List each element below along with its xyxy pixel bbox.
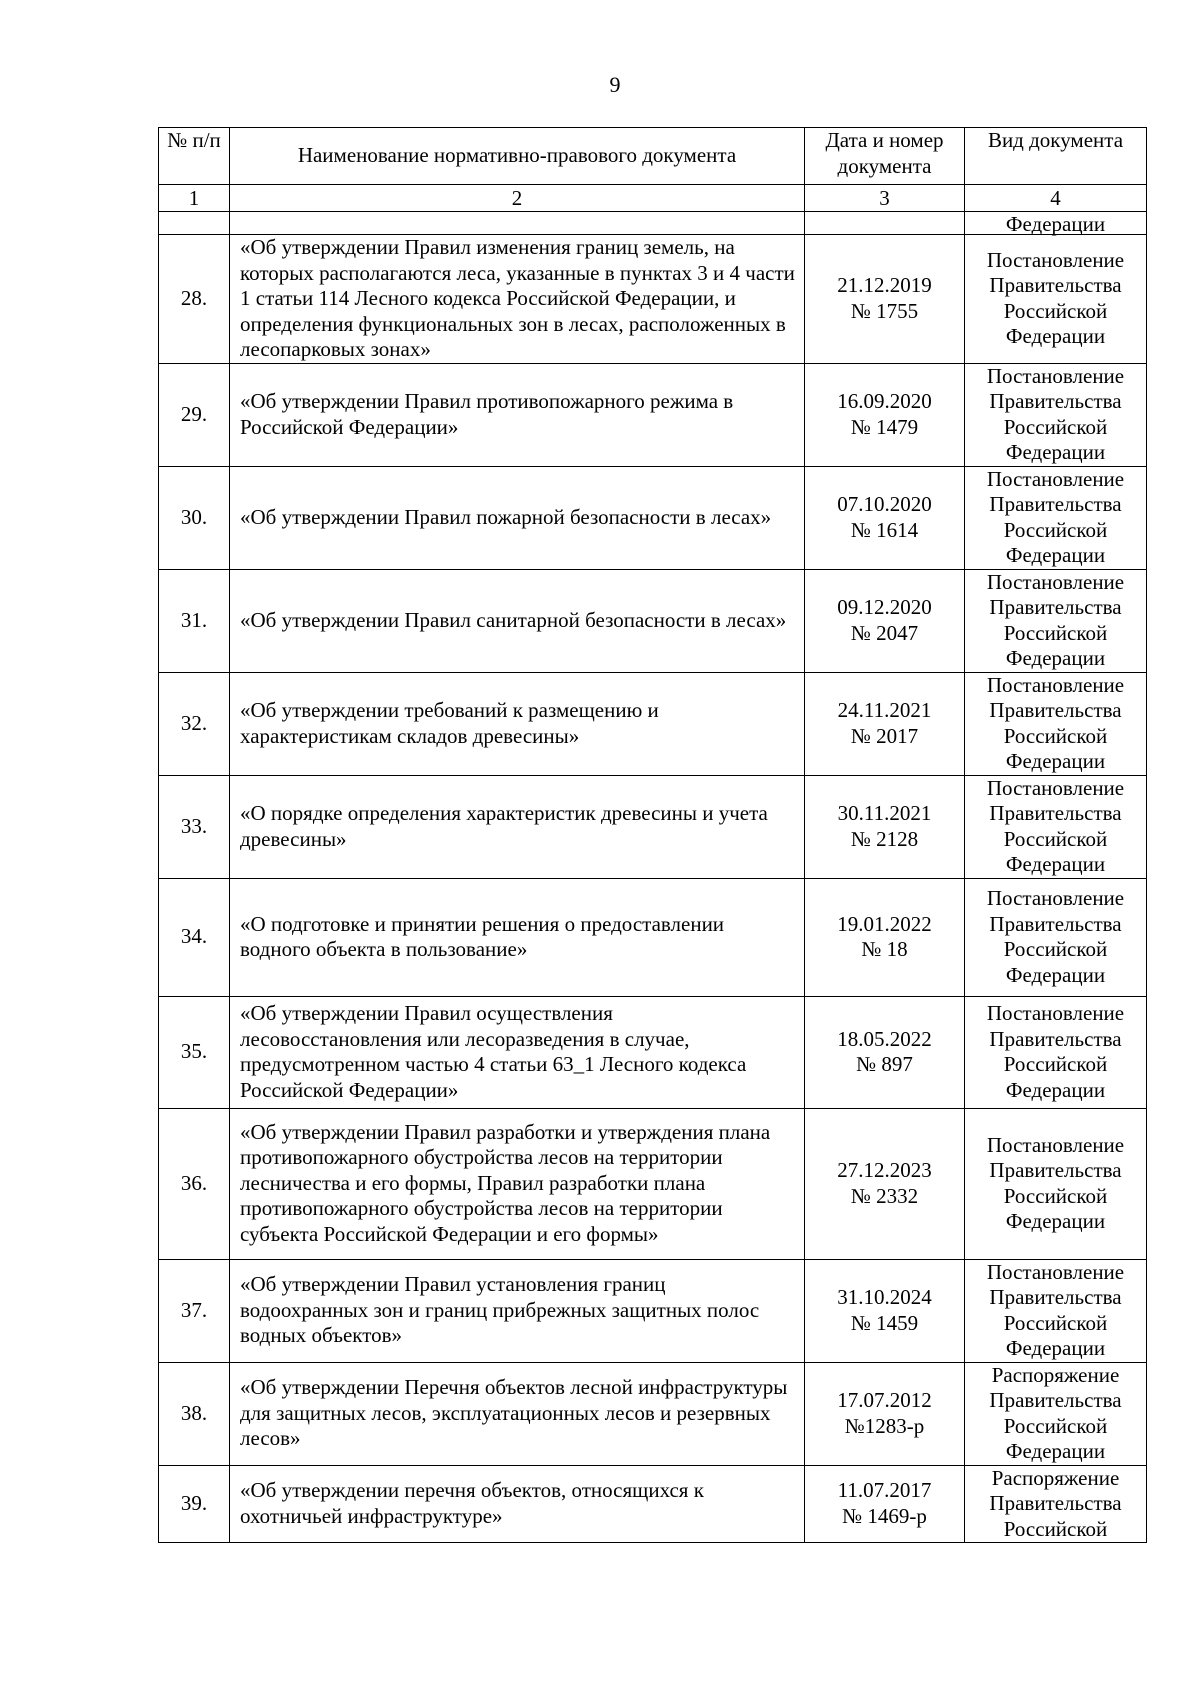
document-type: Распоряжение Правительства Российской Федерации bbox=[965, 1362, 1147, 1465]
header-name: Наименование нормативно-правового документа bbox=[230, 128, 805, 185]
row-number: 29. bbox=[159, 363, 230, 466]
column-number: 4 bbox=[965, 185, 1147, 212]
document-name: «Об утверждении Правил изменения границ земель, на которых располагаются леса, указанные в пунктах 3 и 4 части 1 статьи 114 Лесного кодекса Российской Федерации, и определения функциональных зон в лесах, расположенных в лесопарковых зонах» bbox=[230, 235, 805, 364]
document-date-number bbox=[805, 1259, 965, 1362]
document-type: Распоряжение Правительства Российской bbox=[965, 1465, 1147, 1543]
continuation-date bbox=[805, 212, 965, 235]
header-num: № п/п bbox=[159, 128, 230, 185]
document-name: «Об утверждении Правил санитарной безопасности в лесах» bbox=[230, 569, 805, 672]
document-date-number bbox=[805, 1465, 965, 1543]
document-date: 30.11.2021 bbox=[837, 801, 932, 825]
document-number: № 2332 bbox=[850, 1183, 919, 1208]
document-date: 17.07.2012 bbox=[837, 1388, 932, 1412]
document-date: 09.12.2020 bbox=[837, 595, 932, 619]
document-date: 19.01.2022 bbox=[837, 911, 932, 936]
document-type: Постановление Правительства Российской Федерации bbox=[965, 466, 1147, 569]
document-number: № 1459 bbox=[850, 1310, 919, 1335]
document-date-number bbox=[805, 775, 965, 878]
table-row bbox=[159, 1259, 1147, 1362]
table-row bbox=[159, 466, 1147, 569]
document-date: 21.12.2019 bbox=[837, 273, 932, 298]
page-number: 9 bbox=[609, 72, 621, 97]
header-date: Дата и номер документа bbox=[805, 128, 965, 185]
document-name: «Об утверждении Правил установления границ водоохранных зон и границ прибрежных защитных полос водных объектов» bbox=[230, 1259, 805, 1362]
table-row bbox=[159, 1108, 1147, 1259]
document-name: «Об утверждении Правил пожарной безопасности в лесах» bbox=[230, 466, 805, 569]
row-number: 28. bbox=[159, 235, 230, 364]
document-date: 31.10.2024 bbox=[837, 1285, 932, 1309]
column-numbers-row bbox=[159, 185, 1147, 212]
document-date-number bbox=[805, 1362, 965, 1465]
document-date: 11.07.2017 bbox=[837, 1478, 932, 1503]
document-date-number bbox=[805, 466, 965, 569]
table-row bbox=[159, 775, 1147, 878]
document-name: «О подготовке и принятии решения о предоставлении водного объекта в пользование» bbox=[230, 878, 805, 996]
document-date: 07.10.2020 bbox=[837, 492, 932, 516]
row-number: 33. bbox=[159, 775, 230, 878]
document-date-number bbox=[805, 672, 965, 775]
document-number: № 1755 bbox=[850, 298, 919, 323]
row-number: 32. bbox=[159, 672, 230, 775]
row-number: 35. bbox=[159, 996, 230, 1108]
document-number: №1283-р bbox=[844, 1413, 925, 1438]
document-date-number bbox=[805, 569, 965, 672]
table-row bbox=[159, 569, 1147, 672]
column-number: 1 bbox=[159, 185, 230, 212]
document-name: «О порядке определения характеристик древесины и учета древесины» bbox=[230, 775, 805, 878]
table-body bbox=[159, 235, 1147, 1543]
row-number: 37. bbox=[159, 1259, 230, 1362]
continuation-row bbox=[159, 212, 1147, 235]
table-row bbox=[159, 235, 1147, 364]
row-number: 36. bbox=[159, 1108, 230, 1259]
document-date: 16.09.2020 bbox=[837, 389, 932, 413]
document-date: 27.12.2023 bbox=[837, 1158, 932, 1182]
document-date-number bbox=[805, 996, 965, 1108]
document-number: № 897 bbox=[856, 1052, 913, 1076]
document-date: 18.05.2022 bbox=[837, 1026, 932, 1051]
continuation-type: Федерации bbox=[965, 212, 1147, 235]
row-number: 34. bbox=[159, 878, 230, 996]
document-date-number bbox=[805, 363, 965, 466]
document-type: Постановление Правительства Российской Федерации bbox=[965, 363, 1147, 466]
document-name: «Об утверждении Правил разработки и утверждения плана противопожарного обустройства лесов на территории лесничества и его формы, Правил разработки плана противопожарного обустройства лесов на территории субъекта Российской Федерации и его формы» bbox=[230, 1108, 805, 1259]
document-number: № 2128 bbox=[850, 826, 919, 851]
document-date-number bbox=[805, 235, 965, 364]
document-type: Постановление Правительства Российской Федерации bbox=[965, 878, 1147, 996]
document-date-number bbox=[805, 1108, 965, 1259]
document-name: «Об утверждении Правил противопожарного режима в Российской Федерации» bbox=[230, 363, 805, 466]
continuation-num bbox=[159, 212, 230, 235]
document-type: Постановление Правительства Российской Федерации bbox=[965, 672, 1147, 775]
document-date-number bbox=[805, 878, 965, 996]
document-type: Постановление Правительства Российской Федерации bbox=[965, 1259, 1147, 1362]
table-row bbox=[159, 672, 1147, 775]
document-type: Постановление Правительства Российской Федерации bbox=[965, 996, 1147, 1108]
column-number: 3 bbox=[805, 185, 965, 212]
table-row bbox=[159, 363, 1147, 466]
document-number: № 2047 bbox=[850, 620, 919, 645]
document-name: «Об утверждении Перечня объектов лесной инфраструктуры для защитных лесов, эксплуатационных лесов и резервных лесов» bbox=[230, 1362, 805, 1465]
documents-table bbox=[158, 127, 1147, 1543]
document-date: 24.11.2021 bbox=[837, 698, 932, 722]
document-number: № 1469-р bbox=[842, 1503, 927, 1528]
document-number: № 1614 bbox=[850, 517, 919, 542]
row-number: 30. bbox=[159, 466, 230, 569]
table-row bbox=[159, 1465, 1147, 1543]
document-type: Постановление Правительства Российской Федерации bbox=[965, 235, 1147, 364]
document-number: № 1479 bbox=[850, 414, 919, 439]
table-row bbox=[159, 996, 1147, 1108]
table-row bbox=[159, 1362, 1147, 1465]
row-number: 38. bbox=[159, 1362, 230, 1465]
document-type: Постановление Правительства Российской Федерации bbox=[965, 775, 1147, 878]
table-row bbox=[159, 878, 1147, 996]
document-name: «Об утверждении требований к размещению и характеристикам складов древесины» bbox=[230, 672, 805, 775]
document-name: «Об утверждении перечня объектов, относящихся к охотничьей инфраструктуре» bbox=[230, 1465, 805, 1543]
table-header-row bbox=[159, 128, 1147, 185]
document-name: «Об утверждении Правил осуществления лесовосстановления или лесоразведения в случае, предусмотренном частью 4 статьи 63_1 Лесного кодекса Российской Федерации» bbox=[230, 996, 805, 1108]
header-type: Вид документа bbox=[965, 128, 1147, 185]
document-number: № 18 bbox=[861, 937, 908, 961]
column-number: 2 bbox=[230, 185, 805, 212]
document-type: Постановление Правительства Российской Федерации bbox=[965, 1108, 1147, 1259]
document-type: Постановление Правительства Российской Федерации bbox=[965, 569, 1147, 672]
document-number: № 2017 bbox=[850, 723, 919, 748]
continuation-name bbox=[230, 212, 805, 235]
row-number: 39. bbox=[159, 1465, 230, 1543]
row-number: 31. bbox=[159, 569, 230, 672]
